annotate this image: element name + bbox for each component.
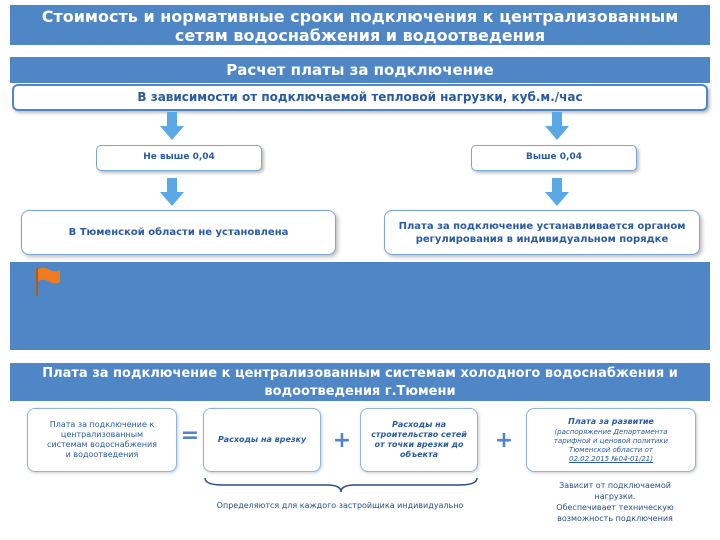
condition-right: Выше 0,04 bbox=[471, 145, 637, 171]
equals-sign: = bbox=[180, 423, 200, 448]
term2-line-2: строительство сетей bbox=[371, 430, 467, 439]
arrow-down-icon bbox=[160, 112, 184, 140]
term3-line-4: 02.02.2015 №04-01/21) bbox=[569, 454, 653, 463]
plus-sign: + bbox=[494, 428, 514, 453]
total-line-1: Плата за подключение к bbox=[49, 420, 155, 429]
arrow-down-icon bbox=[545, 178, 569, 206]
formula-term1-box: Расходы на врезку bbox=[203, 408, 321, 472]
dev-line-1: Зависит от подключаемой bbox=[559, 481, 671, 490]
arrow-down-icon bbox=[545, 112, 569, 140]
result-left: В Тюменской области не установлена bbox=[21, 210, 336, 255]
arrow-down-icon bbox=[160, 178, 184, 206]
flag-icon bbox=[34, 266, 62, 298]
total-line-2: централизованным bbox=[60, 430, 144, 439]
formula-term2-box bbox=[360, 408, 478, 472]
dev-line-3: Обеспечивает техническую bbox=[556, 503, 674, 512]
title-line-1: Стоимость и нормативные сроки подключения к централизованным bbox=[41, 7, 679, 26]
term2-line-4: объекта bbox=[400, 450, 438, 459]
result-right bbox=[384, 210, 700, 255]
result-right-line-1: Плата за подключение устанавливается органом bbox=[398, 220, 686, 232]
bottom-title bbox=[10, 363, 710, 401]
term3-line-1: (распоряжение Департамента bbox=[554, 427, 668, 436]
condition-left: Не выше 0,04 bbox=[96, 145, 262, 171]
brace-icon bbox=[203, 476, 479, 494]
calc-title: Расчет платы за подключение bbox=[10, 57, 710, 83]
dependency-box: В зависимости от подключаемой тепловой нагрузки, куб.м./час bbox=[12, 84, 708, 111]
info-panel bbox=[10, 262, 710, 350]
result-right-line-2: регулирования в индивидуальном порядке bbox=[415, 233, 669, 245]
total-line-3: системам водоснабжения bbox=[47, 440, 157, 449]
dev-line-2: нагрузки. bbox=[594, 492, 636, 501]
term2-line-1: Расходы на bbox=[391, 420, 447, 429]
bottom-title-line-1: Плата за подключение к централизованным системам холодного водоснабжения и bbox=[42, 366, 678, 381]
title-line-2: сетям водоснабжения и водоотведения bbox=[174, 26, 546, 45]
note-individual: Определяются для каждого застройщика индивидуально bbox=[216, 501, 464, 510]
dev-line-4: возможность подключения bbox=[557, 514, 673, 523]
term3-title: Плата за развитие bbox=[568, 416, 654, 426]
page-title bbox=[10, 5, 710, 45]
term3-line-2: тарифной и ценовой политики bbox=[553, 436, 669, 445]
term3-line-3: Тюменской области от bbox=[569, 445, 653, 454]
formula-total-box bbox=[27, 408, 177, 472]
note-development bbox=[535, 480, 695, 524]
formula-term3-box bbox=[526, 408, 696, 472]
plus-sign: + bbox=[332, 428, 352, 453]
bottom-title-line-2: водоотведения г.Тюмени bbox=[264, 384, 456, 399]
total-line-4: и водоотведения bbox=[65, 450, 139, 459]
term2-line-3: от точки врезки до bbox=[374, 440, 464, 449]
